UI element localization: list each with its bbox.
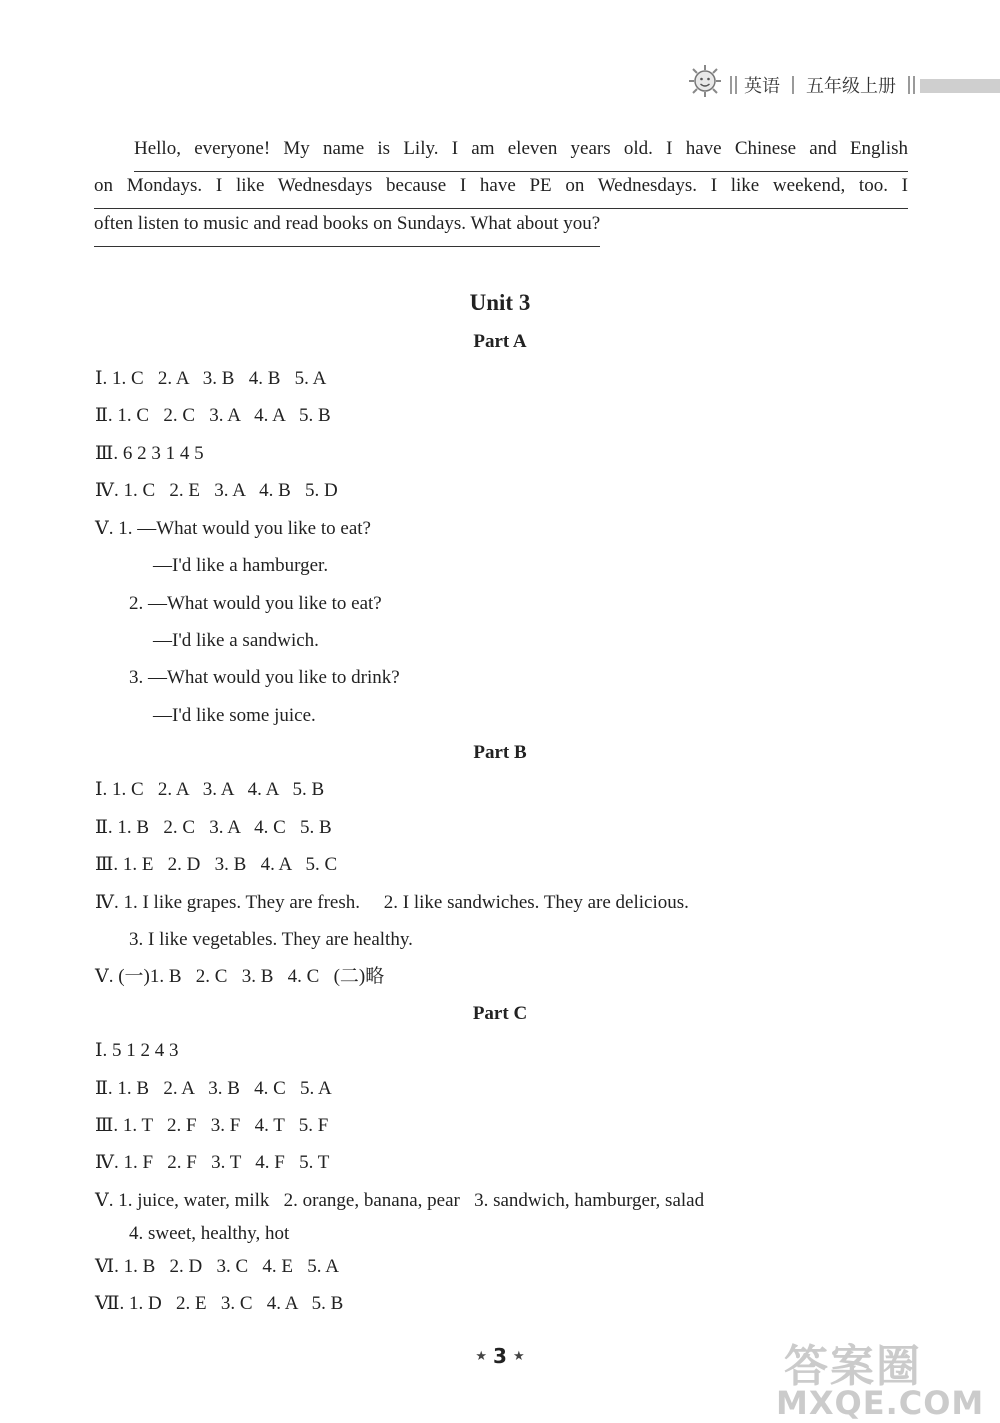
answer-line: 3. —What would you like to drink? [129,667,400,688]
watermark-url: MXQE.COM [776,1384,985,1422]
answer-line: Ⅶ. 1. D 2. E 3. C 4. A 5. B [95,1293,344,1314]
answer-line: Ⅳ. 1. I like grapes. They are fresh. 2. I like sandwiches. They are delicious. [95,892,689,913]
page-header [680,62,1000,102]
answer-line: 4. sweet, healthy, hot [129,1223,290,1244]
answer-line: Ⅰ. 1. C 2. A 3. B 4. B 5. A [95,368,327,389]
answer-line: Ⅴ. 1. juice, water, milk 2. orange, banana, pear 3. sandwich, hamburger, salad [95,1190,705,1211]
header-divider [792,76,794,94]
answer-line: Ⅱ. 1. B 2. C 3. A 4. C 5. B [95,817,332,838]
header-grade: 五年级上册 [806,76,896,97]
watermark [770,1330,1000,1420]
paragraph-line: on Mondays. I like Wednesdays because I have PE on Wednesdays. I like weekend, too. I [94,171,908,209]
answer-line: Ⅳ. 1. F 2. F 3. T 4. F 5. T [95,1152,330,1173]
watermark-logo-text: 答案圈 [784,1341,922,1392]
part-c-title: Part C [472,1003,528,1024]
sun-mascot-icon [688,64,722,98]
answer-line: 2. —What would you like to eat? [129,593,382,614]
answer-line: —I'd like a hamburger. [153,555,329,576]
header-subject: 英语 [744,76,780,97]
answer-line: Ⅲ. 6 2 3 1 4 5 [95,443,204,464]
star-icon: ★ [475,1349,488,1364]
part-b-title: Part B [473,742,527,763]
answer-line: Ⅴ. 1. —What would you like to eat? [95,518,371,539]
answer-line: —I'd like some juice. [153,705,316,726]
header-divider [913,76,915,94]
part-a-title: Part A [473,331,527,352]
answer-line: Ⅱ. 1. B 2. A 3. B 4. C 5. A [95,1078,332,1099]
answer-line: 3. I like vegetables. They are healthy. [129,929,413,950]
answer-line: Ⅰ. 5 1 2 4 3 [95,1040,179,1061]
page-number: ★ 3 ★ [0,1344,1000,1368]
answer-line: Ⅳ. 1. C 2. E 3. A 4. B 5. D [95,480,338,501]
paragraph-line: Hello, everyone! My name is Lily. I am eleven years old. I have Chinese and English [134,134,908,172]
header-divider [735,76,737,94]
answer-line: Ⅲ. 1. T 2. F 3. F 4. T 5. F [95,1115,329,1136]
answer-line: Ⅵ. 1. B 2. D 3. C 4. E 5. A [95,1256,339,1277]
answer-line: —I'd like a sandwich. [153,630,319,651]
header-divider [730,76,732,94]
header-divider [908,76,910,94]
answer-line: Ⅲ. 1. E 2. D 3. B 4. A 5. C [95,854,338,875]
answer-line: Ⅰ. 1. C 2. A 3. A 4. A 5. B [95,779,325,800]
paragraph-line: often listen to music and read books on Sundays. What about you? [94,209,600,247]
header-gray-bar [920,79,1000,93]
answer-line: Ⅱ. 1. C 2. C 3. A 4. A 5. B [95,405,331,426]
unit-title: Unit 3 [469,290,531,315]
star-icon: ★ [512,1349,525,1364]
answer-line: Ⅴ. (一)1. B 2. C 3. B 4. C (二)略 [95,966,385,987]
